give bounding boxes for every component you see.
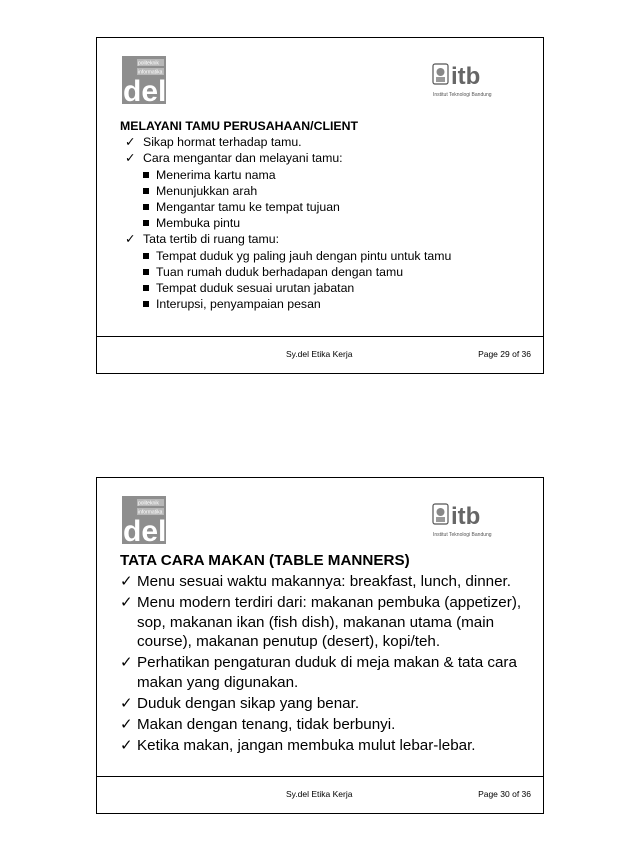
svg-text:Institut Teknologi Bandung: Institut Teknologi Bandung bbox=[433, 532, 492, 538]
sub-list-item: Menerima kartu nama bbox=[143, 167, 529, 183]
square-bullet-icon bbox=[143, 188, 149, 194]
slide-content bbox=[120, 118, 529, 312]
square-bullet-icon bbox=[143, 301, 149, 307]
list-item: ✓ Tata tertib di ruang tamu: bbox=[125, 232, 280, 247]
square-bullet-icon bbox=[143, 172, 149, 178]
sub-list-item: Interupsi, penyampaian pesan bbox=[143, 296, 529, 312]
sub-list-item: Tempat duduk yg paling jauh dengan pintu untuk tamu bbox=[143, 248, 529, 264]
itb-logo bbox=[431, 498, 511, 548]
slide-title: TATA CARA MAKAN (TABLE MANNERS) bbox=[120, 552, 410, 569]
checkmark-icon: ✓ bbox=[120, 694, 133, 712]
slide-footer bbox=[97, 336, 543, 373]
list-item: ✓ Duduk dengan sikap yang benar. bbox=[120, 694, 360, 712]
svg-text:itb: itb bbox=[451, 503, 481, 530]
list-item: ✓ Cara mengantar dan melayani tamu: bbox=[125, 151, 343, 166]
svg-text:del: del bbox=[123, 515, 166, 544]
list-item: ✓ Sikap hormat terhadap tamu. bbox=[125, 135, 302, 150]
svg-text:Institut Teknologi Bandung: Institut Teknologi Bandung bbox=[433, 92, 492, 98]
checkmark-icon: ✓ bbox=[120, 573, 133, 591]
svg-text:itb: itb bbox=[451, 63, 481, 90]
sub-list-item: Tuan rumah duduk berhadapan dengan tamu bbox=[143, 264, 529, 280]
footer-title: Sy.del Etika Kerja bbox=[286, 789, 353, 799]
square-bullet-icon bbox=[143, 269, 149, 275]
slide-title: MELAYANI TAMU PERUSAHAAN/CLIENT bbox=[120, 119, 358, 133]
checkmark-icon: ✓ bbox=[120, 736, 133, 754]
svg-text:politeknik: politeknik bbox=[138, 60, 159, 67]
checkmark-icon: ✓ bbox=[120, 594, 133, 612]
itb-logo bbox=[431, 58, 511, 108]
svg-text:del: del bbox=[123, 75, 166, 104]
checkmark-icon: ✓ bbox=[120, 715, 133, 733]
list-item: ✓ Menu modern terdiri dari: makanan pembuka (appetizer), sop, makanan ikan (fish dish), makanan utama (main course), makanan penutup (desert), kopi/teh. bbox=[120, 594, 522, 651]
del-logo bbox=[122, 496, 166, 544]
square-bullet-icon bbox=[143, 285, 149, 291]
sub-list-item: Tempat duduk sesuai urutan jabatan bbox=[143, 280, 529, 296]
checkmark-icon: ✓ bbox=[125, 135, 136, 150]
footer-title: Sy.del Etika Kerja bbox=[286, 349, 353, 359]
svg-text:informatika: informatika bbox=[138, 69, 163, 76]
page-number: Page 30 of 36 bbox=[478, 789, 531, 799]
checkmark-icon: ✓ bbox=[125, 151, 136, 166]
list-item: ✓ Makan dengan tenang, tidak berbunyi. bbox=[120, 715, 396, 733]
svg-text:informatika: informatika bbox=[138, 509, 163, 516]
square-bullet-icon bbox=[143, 220, 149, 226]
del-logo bbox=[122, 56, 166, 104]
slide-page-29 bbox=[96, 37, 544, 374]
square-bullet-icon bbox=[143, 253, 149, 259]
slide-page-30 bbox=[96, 477, 544, 814]
sub-list-item: Mengantar tamu ke tempat tujuan bbox=[143, 199, 529, 215]
svg-text:politeknik: politeknik bbox=[138, 500, 159, 507]
checkmark-icon: ✓ bbox=[120, 654, 133, 672]
sub-list-item: Membuka pintu bbox=[143, 215, 529, 231]
sub-list-item: Menunjukkan arah bbox=[143, 183, 529, 199]
checkmark-icon: ✓ bbox=[125, 232, 136, 247]
slide-content bbox=[120, 551, 529, 757]
page-number: Page 29 of 36 bbox=[478, 349, 531, 359]
list-item: ✓ Menu sesuai waktu makannya: breakfast, lunch, dinner. bbox=[120, 573, 511, 591]
slide-footer bbox=[97, 776, 543, 813]
list-item: ✓ Ketika makan, jangan membuka mulut lebar-lebar. bbox=[120, 736, 476, 754]
list-item: ✓ Perhatikan pengaturan duduk di meja makan & tata cara makan yang digunakan. bbox=[120, 654, 517, 691]
square-bullet-icon bbox=[143, 204, 149, 210]
